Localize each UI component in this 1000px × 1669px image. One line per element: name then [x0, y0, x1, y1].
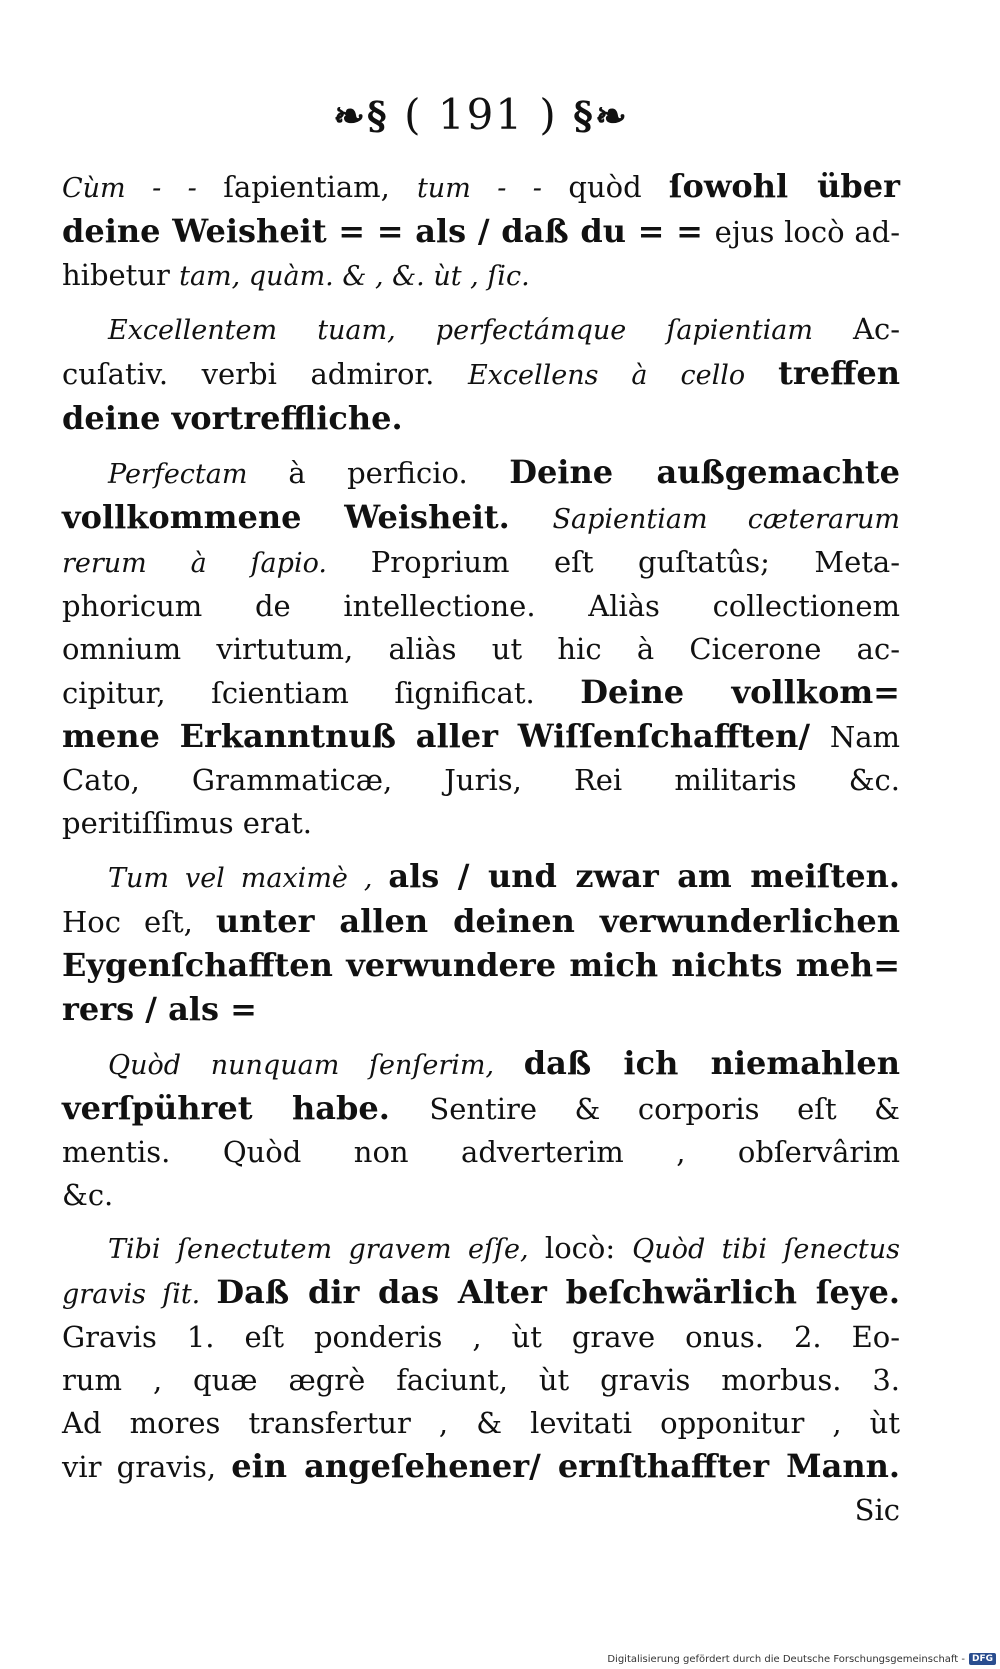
text-line: [62, 1174, 900, 1217]
fraktur-text: rers / als =: [62, 990, 257, 1028]
text-line: [62, 210, 900, 254]
italic-text: Cùm - -: [62, 173, 224, 204]
page-header: [62, 90, 900, 139]
latin-text: phoricum de intellectione. Aliàs collectionem: [62, 589, 900, 623]
italic-text: Quòd tibi ſenectus: [632, 1234, 900, 1265]
latin-text: Gravis 1. eſt ponderis , ùt grave onus. 2. Eo-: [62, 1320, 900, 1354]
latin-text: Proprium eſt guſtatûs; Meta-: [370, 545, 900, 579]
italic-text: Excellentem tuam, perfectámque ſapientiam: [108, 315, 854, 346]
text-line: [62, 254, 900, 298]
italic-text: rerum à ſapio.: [62, 548, 371, 579]
text-line: [62, 1087, 900, 1131]
text-line: [62, 165, 900, 210]
fraktur-text: ein angeſehener/ ernſthaffter Mann.: [231, 1447, 900, 1485]
fraktur-text: unter allen deinen verwunderlichen: [215, 902, 900, 940]
text-line: [62, 988, 900, 1032]
latin-text: à perficio.: [288, 456, 510, 490]
fraktur-text: Eygenſchafften verwundere mich nichts meh=: [62, 946, 900, 984]
latin-text: locò:: [544, 1231, 633, 1265]
italic-text: Sapientiam cæterarum: [552, 504, 900, 535]
text-line: [62, 1359, 900, 1402]
text-line: [62, 628, 900, 671]
italic-text: Excellens à cello: [467, 360, 779, 391]
fraktur-text: als / und zwar am meiſten.: [388, 857, 900, 895]
text-line: [62, 1402, 900, 1445]
fraktur-text: Deine außgemachte: [509, 453, 901, 491]
latin-text: Sentire & corporis eſt &: [429, 1092, 900, 1126]
fraktur-text: daß ich niemahlen: [523, 1044, 900, 1082]
latin-text: mentis. Quòd non adverterim , obſervârim: [62, 1135, 900, 1169]
fraktur-text: Daß dir das Alter beſchwärlich ſeye.: [216, 1273, 900, 1311]
italic-text: Tum vel maximè ,: [108, 863, 389, 894]
text-line: [62, 759, 900, 802]
text-line: [62, 352, 900, 397]
fraktur-text: deine Weisheit = = als / daß du = =: [62, 212, 715, 250]
latin-text: ſapientiam,: [223, 170, 417, 204]
footer-text: Digitalisierung gefördert durch die Deutsche Forschungsgemeinschaft -: [607, 1653, 965, 1665]
fraktur-text: treffen: [778, 354, 900, 392]
book-page: [62, 90, 900, 1532]
italic-text: tam, quàm. & , &. ùt , ſic.: [179, 261, 530, 292]
text-line: [62, 1489, 900, 1532]
dfg-logo: DFG: [969, 1653, 996, 1665]
fraktur-text: Deine vollkom=: [580, 673, 900, 711]
latin-text: Ac-: [853, 312, 900, 346]
text-line: [62, 944, 900, 988]
text-line: [62, 1131, 900, 1174]
latin-text: ejus locò ad-: [714, 215, 900, 249]
fraktur-text: ſowohl über: [668, 167, 900, 205]
text-line: [62, 451, 900, 496]
latin-text: Hoc eſt,: [62, 905, 216, 939]
text-body: [62, 165, 900, 1532]
latin-text: Sic: [854, 1493, 900, 1527]
text-line: [62, 397, 900, 441]
latin-text: cipitur, ſcientiam ſignificat.: [62, 676, 581, 710]
text-line: [62, 496, 900, 541]
ornament-left: ❧§: [333, 93, 389, 138]
page-number: ( 191 ): [404, 90, 558, 139]
text-line: [62, 671, 900, 715]
latin-text: peritiſſimus erat.: [62, 806, 312, 840]
latin-text: vir gravis,: [62, 1450, 232, 1484]
text-line: [62, 855, 900, 900]
fraktur-text: vollkommene Weisheit.: [62, 498, 553, 536]
italic-text: Perfectam: [108, 459, 289, 490]
text-line: [62, 1271, 900, 1316]
italic-text: gravis ſit.: [62, 1279, 217, 1310]
latin-text: cuſativ. verbi admiror.: [62, 357, 468, 391]
latin-text: Ad mores transfertur , & levitati opponitur , ùt: [62, 1406, 900, 1440]
fraktur-text: mene Erkanntnuß aller Wiſſenſchafften/: [62, 717, 830, 755]
latin-text: rum , quæ ægrè faciunt, ùt gravis morbus. 3.: [62, 1363, 900, 1397]
text-line: [62, 541, 900, 585]
italic-text: tum - -: [416, 173, 569, 204]
text-line: [62, 1042, 900, 1087]
footer: [607, 1653, 996, 1665]
latin-text: Nam: [829, 720, 900, 754]
latin-text: omnium virtutum, aliàs ut hic à Cicerone ac-: [62, 632, 900, 666]
text-line: [62, 1316, 900, 1359]
latin-text: Cato, Grammaticæ, Juris, Rei militaris &c.: [62, 763, 900, 797]
ornament-right: §❧: [573, 93, 629, 138]
text-line: [62, 715, 900, 759]
text-line: [62, 802, 900, 845]
text-line: [62, 585, 900, 628]
text-line: [62, 308, 900, 352]
italic-text: Quòd nunquam ſenſerim,: [108, 1050, 524, 1081]
latin-text: quòd: [568, 170, 669, 204]
fraktur-text: deine vortreffliche.: [62, 399, 403, 437]
latin-text: &c.: [62, 1178, 114, 1212]
italic-text: Tibi ſenectutem gravem eſſe,: [108, 1234, 545, 1265]
text-line: [62, 1227, 900, 1271]
latin-text: hibetur: [62, 258, 180, 292]
fraktur-text: verſpühret habe.: [62, 1089, 430, 1127]
text-line: [62, 1445, 900, 1489]
text-line: [62, 900, 900, 944]
